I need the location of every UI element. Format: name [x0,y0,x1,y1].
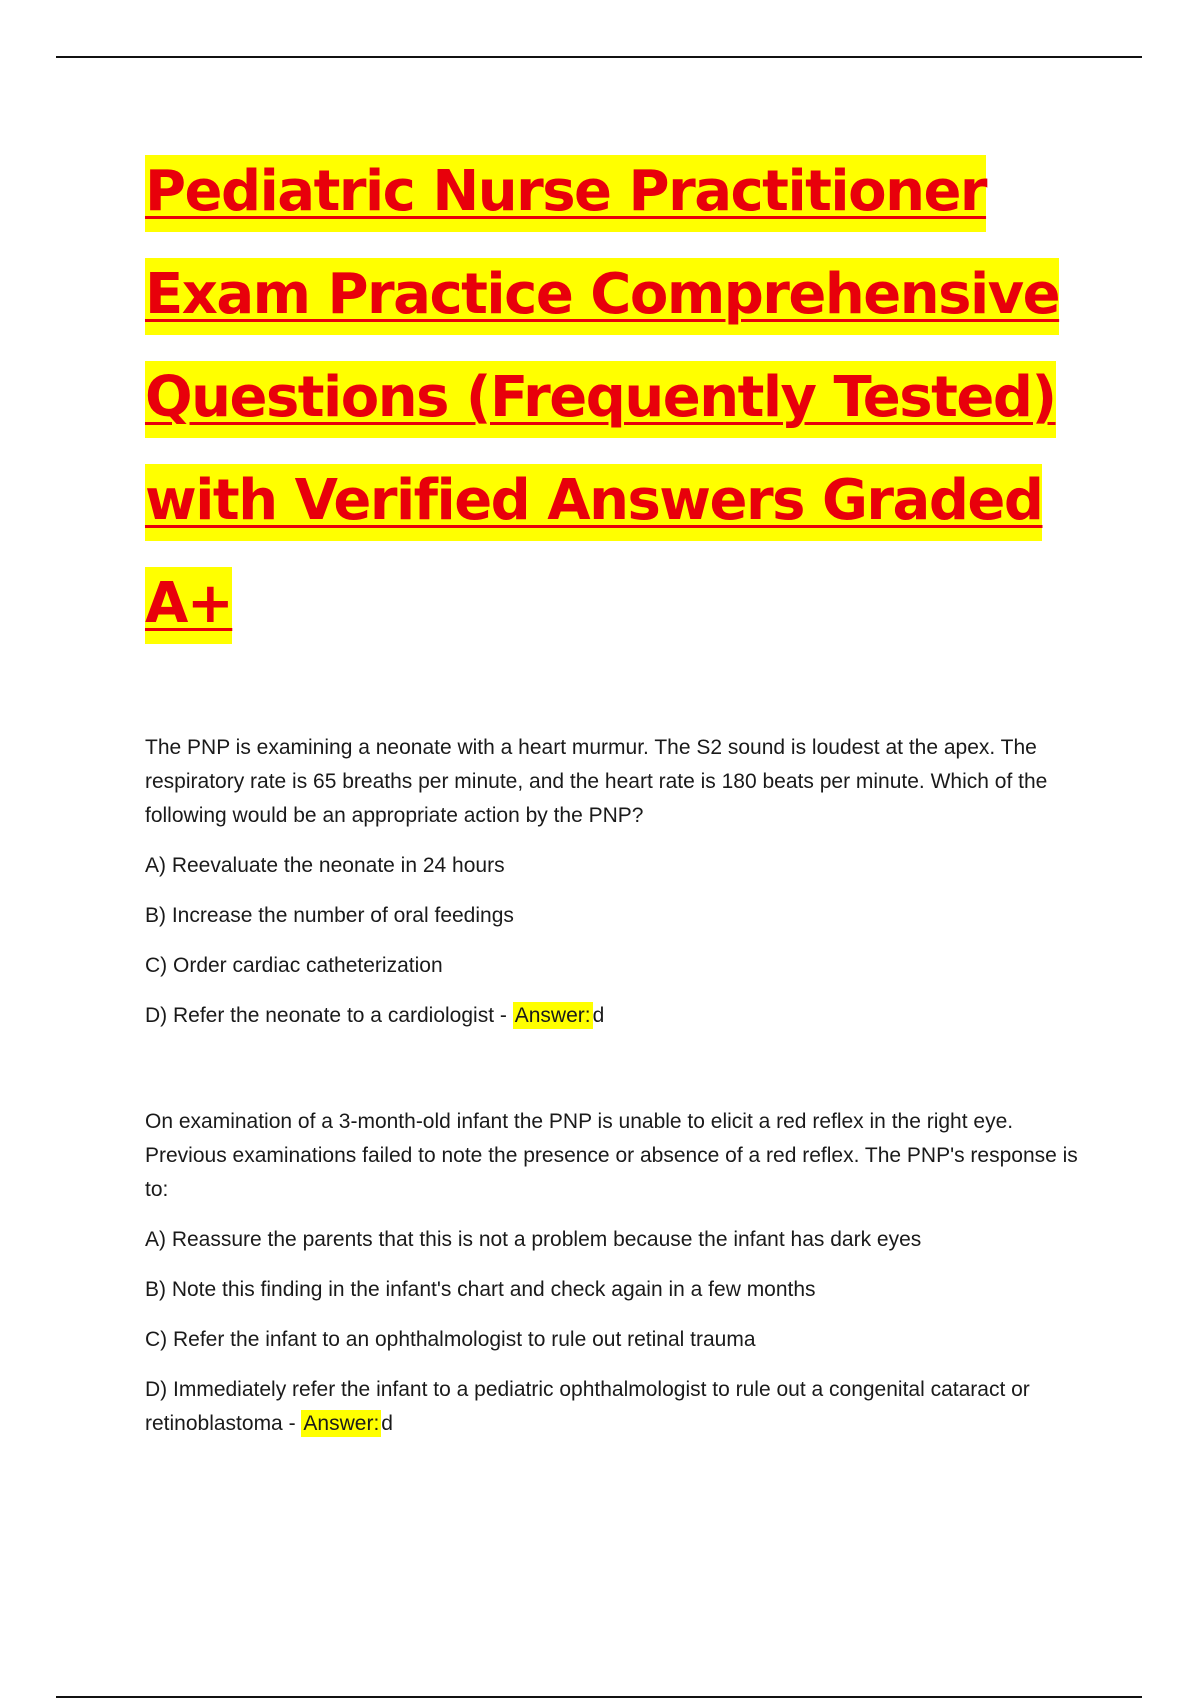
question-block [145,731,1095,1033]
answer-label: Answer: [303,1412,380,1435]
title-line: Questions (Frequently Tested) [145,346,1095,449]
document-body [145,140,1095,1441]
question-stem: On examination of a 3-month-old infant the PNP is unable to elicit a red reflex in the right eye. Previous examinations failed to note the presence or absence of a red reflex. The PNP's response is to: [145,1110,1078,1201]
bottom-rule [56,1696,1142,1698]
answer-option: C) Order cardiac catheterization [145,954,443,977]
top-rule [56,56,1142,58]
answer-value: d [381,1412,393,1435]
question-block [145,1105,1095,1441]
question-stem: The PNP is examining a neonate with a heart murmur. The S2 sound is loudest at the apex. The respiratory rate is 65 breaths per minute, and the heart rate is 180 beats per minute. Which of the following would be an appropriate action by the PNP? [145,736,1048,827]
answer-option: C) Refer the infant to an ophthalmologist to rule out retinal trauma [145,1328,756,1351]
answer-label: Answer: [514,1004,591,1027]
document-title [145,140,1095,655]
answer-option-text: D) Immediately refer the infant to a pediatric ophthalmologist to rule out a congenital cataract or retinoblastoma - [145,1378,1030,1435]
answer-option: A) Reassure the parents that this is not a problem because the infant has dark eyes [145,1228,922,1251]
answer-option-with-answer [145,999,1095,1033]
answer-option: B) Note this finding in the infant's chart and check again in a few months [145,1278,816,1301]
answer-option: B) Increase the number of oral feedings [145,904,514,927]
answer-option: A) Reevaluate the neonate in 24 hours [145,854,505,877]
answer-option-with-answer [145,1373,1095,1441]
answer-value: d [592,1004,605,1027]
title-line: Pediatric Nurse Practitioner [145,140,1095,243]
answer-option-text: D) Refer the neonate to a cardiologist - [145,1004,507,1027]
title-line: Exam Practice Comprehensive [145,243,1095,346]
title-line: with Verified Answers Graded [145,449,1095,552]
title-line: A+ [145,552,1095,655]
